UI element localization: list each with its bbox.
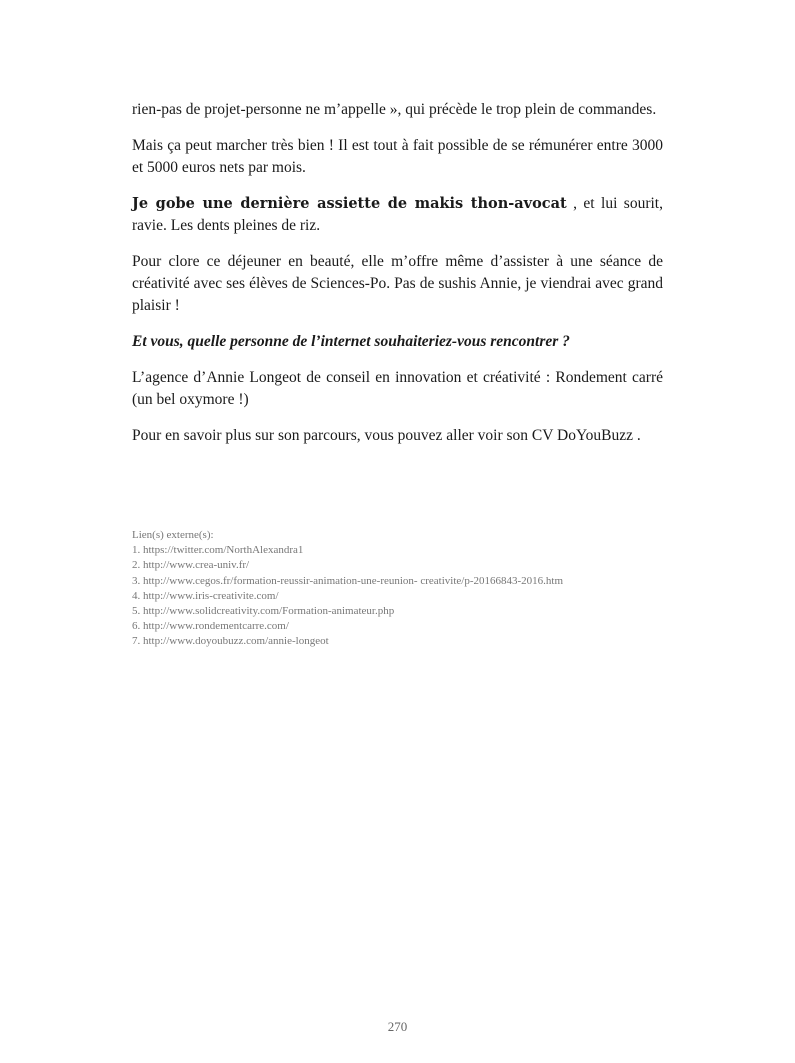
external-link-item[interactable]: 1. https://twitter.com/NorthAlexandra1 bbox=[132, 544, 304, 557]
paragraph-3 bbox=[132, 193, 663, 237]
question-heading: Et vous, quelle personne de l’internet souhaiteriez-vous rencontrer ? bbox=[132, 333, 570, 350]
external-link-item[interactable]: 2. http://www.crea-univ.fr/ bbox=[132, 559, 250, 572]
external-link-item[interactable]: 4. http://www.iris-creativite.com/ bbox=[132, 589, 279, 602]
paragraph-5: L’agence d’Annie Longeot de conseil en innovation et créativité : Rondement carré (un bel oxymore !) bbox=[132, 369, 663, 408]
paragraph-6: Pour en savoir plus sur son parcours, vous pouvez aller voir son CV DoYouBuzz . bbox=[132, 427, 641, 444]
paragraph-2: Mais ça peut marcher très bien ! Il est tout à fait possible de se rémunérer entre 3000 et 5000 euros nets par mois. bbox=[132, 137, 663, 176]
external-link-item[interactable]: 3. http://www.cegos.fr/formation-reussir-animation-une-reunion- creativite/p-20166843-2016.htm bbox=[132, 574, 564, 587]
external-links bbox=[132, 528, 672, 650]
paragraph-3-bold: Je gobe une dernière assiette de makis thon-avocat bbox=[132, 195, 567, 212]
external-link-item[interactable]: 7. http://www.doyoubuzz.com/annie-longeot bbox=[132, 635, 329, 648]
external-links-title: Lien(s) externe(s): bbox=[132, 529, 214, 541]
external-link-item[interactable]: 6. http://www.rondementcarre.com/ bbox=[132, 620, 289, 633]
paragraph-1: rien-pas de projet-personne ne m’appelle », qui précède le trop plein de commandes. bbox=[132, 101, 657, 118]
page-number: 270 bbox=[387, 1019, 408, 1034]
paragraph-3-rest: , et lui sourit, ravie. Les dents pleines de riz. bbox=[132, 195, 663, 234]
page-body bbox=[132, 99, 663, 461]
paragraph-4: Pour clore ce déjeuner en beauté, elle m’offre même d’assister à une séance de créativité avec ses élèves de Sciences-Po. Pas de sushis Annie, je viendrai avec grand plaisir ! bbox=[132, 253, 663, 314]
external-link-item[interactable]: 5. http://www.solidcreativity.com/Formation-animateur.php bbox=[132, 605, 395, 618]
external-links-list bbox=[132, 543, 672, 649]
